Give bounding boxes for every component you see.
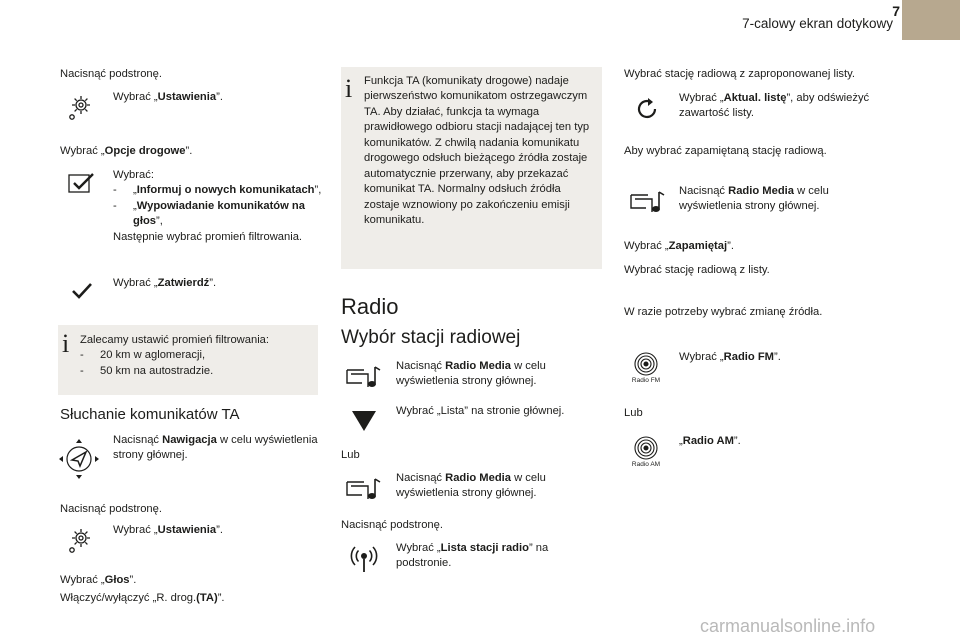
radio-media-icon <box>345 476 383 502</box>
text-toggle-ta: Włączyć/wyłączyć „R. drog.(TA)”. <box>60 592 225 604</box>
text-choose-from-list: Wybrać stację radiową z listy. <box>624 264 770 276</box>
radio-stations-icon <box>350 544 378 574</box>
text-press-navigation: Nacisnąć Nawigacja w celu wyświetlenia strony głównej. <box>113 434 318 462</box>
text-choose-memorized: Wybrać „Zapamiętaj”. <box>624 240 734 252</box>
info-icon: i <box>345 74 353 103</box>
settings-gear-icon <box>68 93 94 121</box>
text-or: Lub <box>341 449 360 461</box>
radio-media-icon <box>345 364 383 390</box>
checkmark-icon <box>71 282 93 300</box>
list-item: - „Informuj o nowych komunikatach”, <box>113 184 322 197</box>
text-press-radio-media-3: Nacisnąć Radio Media w celu wyświetlenia strony głównej. <box>679 185 829 213</box>
navigation-compass-icon <box>57 437 101 481</box>
text-press-subpage-3: Nacisnąć podstronę. <box>341 519 443 531</box>
radio-am-icon: Radio AM <box>626 436 666 469</box>
radio-media-icon <box>629 189 667 215</box>
text-press-radio-media: Nacisnąć Radio Media w celu wyświetlenia strony głównej. <box>396 360 546 388</box>
radio-fm-icon: Radio FM <box>626 352 666 385</box>
choose-options-list: Wybrać: - „Informuj o nowych komunikatach”, - „Wypowiadanie komunikatów na głos”, Następnie wybrać promień filtrowania. <box>113 169 322 243</box>
text-choose-radio-fm: Wybrać „Radio FM”. <box>679 351 781 363</box>
text-choose-settings: Wybrać „Ustawienia”. <box>113 91 223 103</box>
settings-gear-icon <box>68 526 94 554</box>
list-item: - 50 km na autostradzie. <box>80 364 214 377</box>
text-refresh-list: Wybrać „Aktual. listę”, aby odświeżyć zawartość listy. <box>679 92 870 120</box>
list-item: - 20 km w aglomeracji, <box>80 349 206 362</box>
section-title-ta: Słuchanie komunikatów TA <box>60 406 240 423</box>
text-choose-station-list: Wybrać „Lista stacji radio” na podstronie. <box>396 542 549 570</box>
text-choose-confirm: Wybrać „Zatwierdź”. <box>113 277 217 289</box>
text-press-subpage: Nacisnąć podstronę. <box>60 68 162 80</box>
text-memorized-station: Aby wybrać zapamiętaną stację radiową. <box>624 145 827 157</box>
page-number: 7 <box>892 3 900 19</box>
text-press-subpage-2: Nacisnąć podstronę. <box>60 503 162 515</box>
chapter-tab <box>902 0 960 40</box>
refresh-icon <box>634 96 660 122</box>
watermark: carmanualsonline.info <box>700 616 876 636</box>
list-item: - „Wypowiadanie komunikatów na głos”, <box>113 199 305 228</box>
text-choose-voice: Wybrać „Głos”. <box>60 574 137 586</box>
checklist-icon <box>68 172 96 196</box>
text-choose-station: Wybrać stację radiową z zaproponowanej listy. <box>624 68 856 80</box>
heading-station-select: Wybór stacji radiowej <box>341 327 521 348</box>
text-choose-radio-am: „Radio AM”. <box>679 435 741 447</box>
info-icon: i <box>62 329 70 358</box>
triangle-down-icon <box>351 410 377 432</box>
text-or-2: Lub <box>624 407 643 419</box>
chapter-title: 7-calowy ekran dotykowy <box>742 16 893 31</box>
text-choose-list: Wybrać „Lista” na stronie głównej. <box>396 405 565 417</box>
info-box-filter-text: Zalecamy ustawić promień filtrowania: - 20 km w aglomeracji, - 50 km na autostradzie. <box>80 333 312 379</box>
text-choose-settings-2: Wybrać „Ustawienia”. <box>113 524 223 536</box>
text-change-source: W razie potrzeby wybrać zmianę źródła. <box>624 306 823 318</box>
text-press-radio-media-2: Nacisnąć Radio Media w celu wyświetlenia strony głównej. <box>396 472 546 500</box>
heading-radio: Radio <box>341 294 399 319</box>
text-choose-road-options: Wybrać „Opcje drogowe”. <box>60 145 193 157</box>
info-box-ta-text: Funkcja TA (komunikaty drogowe) nadaje pierwszeństwo komunikatom ostrzegawczym TA. Aby działać, funkcja ta wymaga prawidłowego odbioru stacji nadającej ten typ komunikatów. Z chwilą nadania komunikatu drogowego odsłuch bieżącego źródła zostaje automatycznie przerwany, aby przekazać komunikat TA. Normalny odsłuch źródła zostaje wznowiony po zakończeniu emisji komunikatu. <box>364 75 590 227</box>
